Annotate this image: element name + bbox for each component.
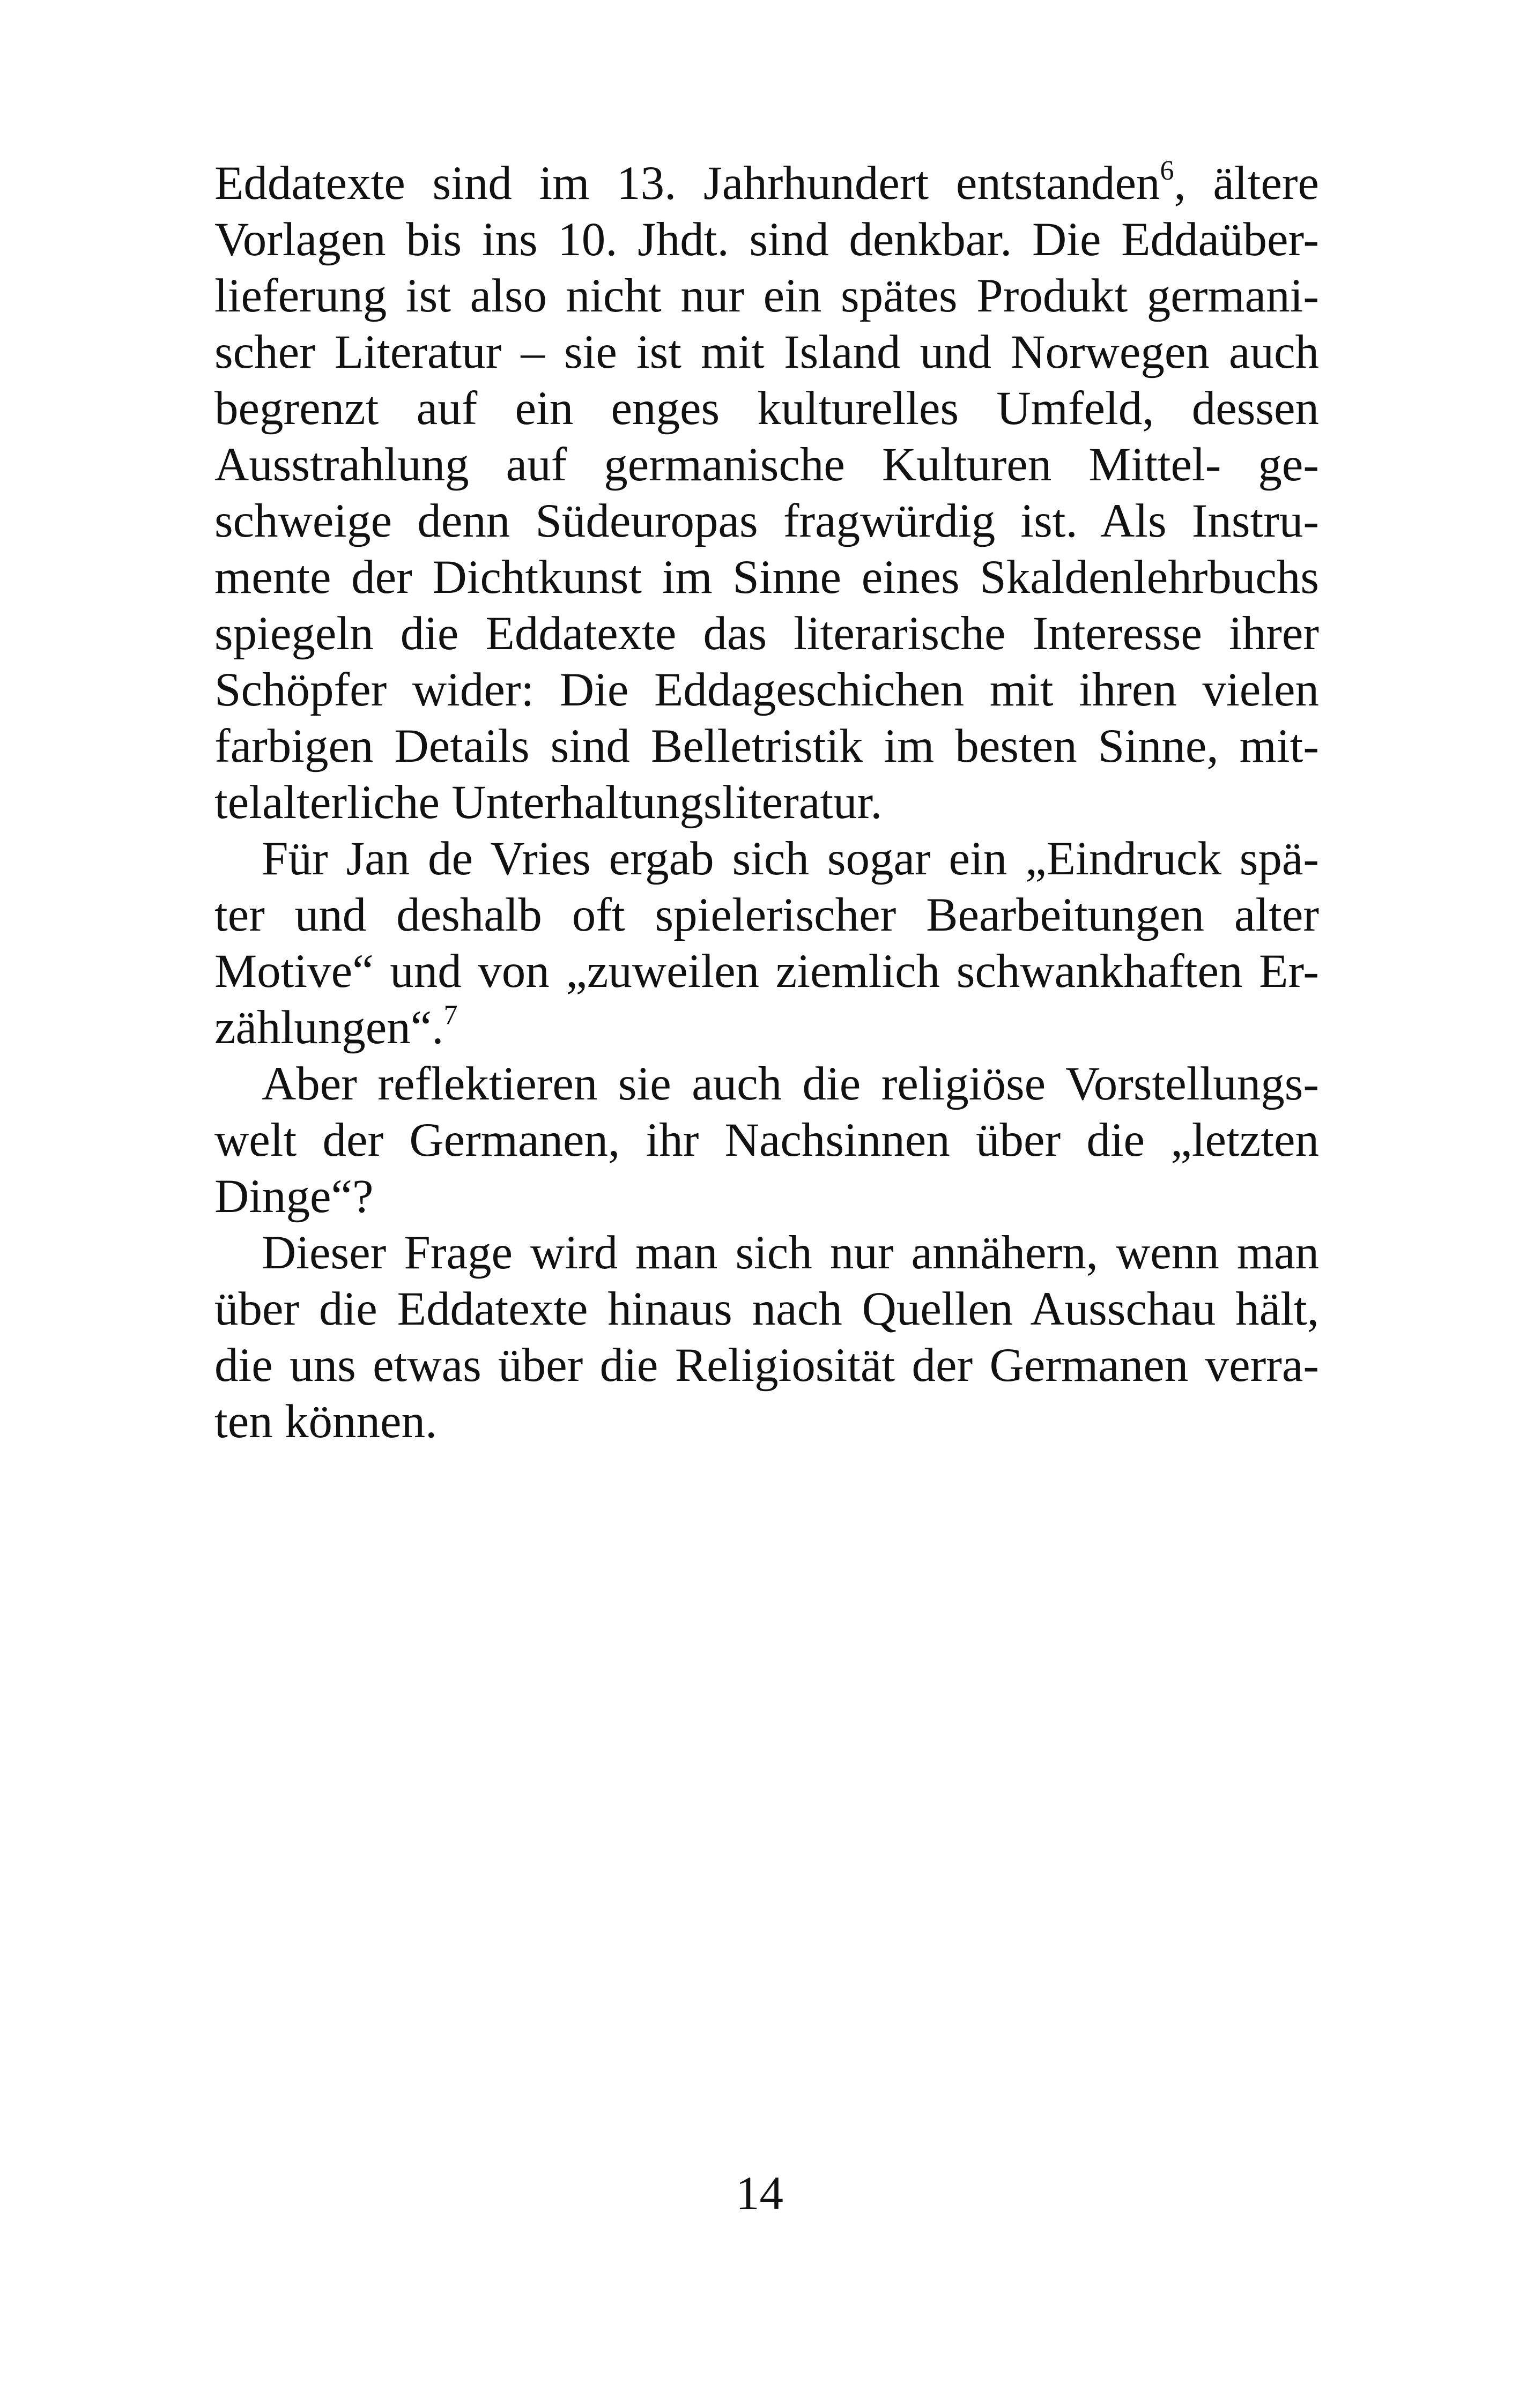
text-line xyxy=(214,324,1319,381)
line-text: Ausstrahlung auf germanische Kulturen Mittel- ge- xyxy=(214,439,1319,491)
line-text: zählungen“. xyxy=(214,1001,444,1054)
text-line xyxy=(214,268,1319,324)
line-text: schweige denn Südeuropas fragwürdig ist. Als Instru- xyxy=(214,495,1319,547)
text-line xyxy=(214,943,1319,1000)
line-text: die uns etwas über die Religiosität der Germanen verra- xyxy=(214,1339,1319,1392)
line-text: welt der Germanen, ihr Nachsinnen über die „letzten xyxy=(214,1114,1319,1166)
line-text: Für Jan de Vries ergab sich sogar ein „Eindruck spä- xyxy=(262,833,1319,885)
text-line xyxy=(214,493,1319,549)
paragraph xyxy=(214,1056,1319,1225)
text-line xyxy=(214,775,1319,831)
line-text: ter und deshalb oft spielerischer Bearbeitungen alter xyxy=(214,889,1319,941)
text-line xyxy=(214,1000,1319,1056)
text-line xyxy=(214,155,1319,212)
line-text: begrenzt auf ein enges kulturelles Umfeld, dessen xyxy=(214,382,1319,435)
paragraph xyxy=(214,155,1319,831)
line-text: spiegeln die Eddatexte das literarische Interesse ihrer xyxy=(214,607,1319,660)
text-line xyxy=(214,1337,1319,1394)
text-line xyxy=(214,1394,1319,1450)
line-text: farbigen Details sind Belletristik im besten Sinne, mit- xyxy=(214,720,1319,772)
paragraph xyxy=(214,1225,1319,1450)
text-line xyxy=(214,549,1319,606)
line-text: telalterliche Unterhaltungsliteratur. xyxy=(214,776,883,829)
text-line xyxy=(214,1112,1319,1169)
line-text: scher Literatur – sie ist mit Island und Norwegen auch xyxy=(214,326,1319,378)
line-text: Vorlagen bis ins 10. Jhdt. sind denkbar. Die Eddaüber- xyxy=(214,213,1319,266)
text-line xyxy=(214,1281,1319,1337)
line-text: über die Eddatexte hinaus nach Quellen Ausschau hält, xyxy=(214,1283,1319,1335)
page-number: 14 xyxy=(736,2167,783,2220)
text-line xyxy=(214,381,1319,437)
text-line xyxy=(214,437,1319,493)
text-line xyxy=(214,1169,1319,1225)
line-text: Dinge“? xyxy=(214,1170,374,1223)
footnote-marker: 6 xyxy=(1160,155,1174,186)
text-line xyxy=(214,1056,1319,1112)
line-text: mente der Dichtkunst im Sinne eines Skaldenlehrbuchs xyxy=(214,551,1319,604)
text-line xyxy=(214,606,1319,662)
paragraph xyxy=(214,831,1319,1056)
text-line xyxy=(214,662,1319,718)
line-text: Aber reflektieren sie auch die religiöse Vorstellungs- xyxy=(262,1058,1319,1110)
footnote-marker: 7 xyxy=(443,1000,458,1030)
text-line xyxy=(214,718,1319,775)
text-line xyxy=(214,1225,1319,1281)
line-text-after: , ältere xyxy=(1174,157,1319,210)
body-text xyxy=(214,155,1319,1450)
text-line xyxy=(214,831,1319,887)
text-line xyxy=(214,212,1319,268)
line-text: Schöpfer wider: Die Eddageschichen mit ihren vielen xyxy=(214,664,1319,716)
line-text: ten können. xyxy=(214,1395,438,1448)
line-text: lieferung ist also nicht nur ein spätes Produkt germani- xyxy=(214,270,1319,322)
line-text: Dieser Frage wird man sich nur annähern, wenn man xyxy=(262,1227,1319,1279)
text-line xyxy=(214,887,1319,943)
line-text: Eddatexte sind im 13. Jahrhundert entstanden xyxy=(214,157,1160,210)
line-text: Motive“ und von „zuweilen ziemlich schwankhaften Er- xyxy=(214,945,1319,998)
